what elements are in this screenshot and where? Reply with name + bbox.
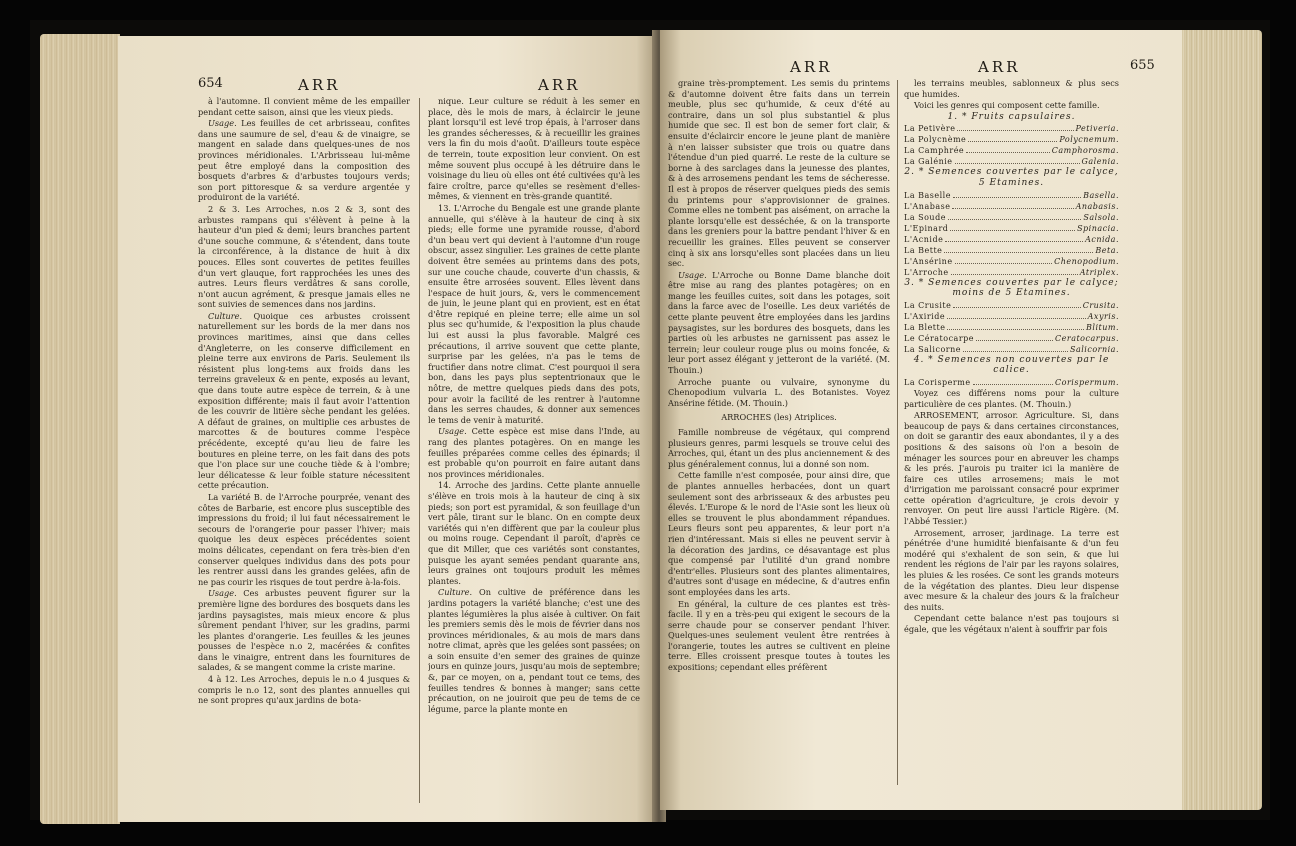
paragraph-text: Cette famille n'est composée, pour ainsi dire, que de plantes annuelles herbacées, dont un quart seulement sont des arbrisseaux & des arbustes peu élevés. L'Europe & le nord de l'Asie sont les lieux où elles se trouvent le plus abondamment répandues. Leurs fleurs sont peu apparentes, & leur port n'a rien d'intéressant. Mais si elles ne peuvent servir à la décoration des jardins, ce désavantage est plus que compensé par l'utilité d'un grand nombre d'entr'elles. Plusieurs sont des plantes alimentaires, d'autres sont d'usage en médecine, & d'autres enfin sont employées dans les arts. bbox=[668, 470, 890, 597]
genus-french-name: L'Anabase bbox=[904, 201, 951, 211]
paragraph bbox=[904, 388, 1119, 409]
genus-entry bbox=[904, 333, 1119, 344]
genus-entry bbox=[904, 245, 1119, 256]
genus-latin-name: Anabasis. bbox=[1075, 201, 1119, 211]
column-rule-right bbox=[897, 80, 898, 785]
genus-french-name: La Corisperme bbox=[904, 377, 971, 387]
genus-latin-name: Axyris. bbox=[1087, 311, 1119, 321]
genus-entry bbox=[904, 322, 1119, 333]
leader-dots bbox=[947, 322, 1084, 330]
leader-dots bbox=[973, 377, 1053, 385]
leader-dots bbox=[968, 134, 1057, 142]
paragraph-text: 13. L'Arroche du Bengale est une grande plante annuelle, qui s'élève à la hauteur de cinq à six pieds; elle forme une pyramide rousse, d'abord d'un beau vert qui devient à l'automne d'un rouge obscur, assez singulier. Les graines de cette plante doivent être semées au printems dans des pots, sur une couche chaude, couverte d'un chassis, & ensuite être arrosées souvent. Elles lèvent dans l'espace de huit jours, &, vers le commencement de juin, le jeune plant qui en provient, est en état d'être repiqué en pleine terre; elle aime un sol plus sec qu'humide, & l'exposition la plus chaude lui est aussi la plus favorable. Malgré ces précautions, il arrive souvent que cette plante, surprise par les gelées, n'a pas le tems de fructifier dans notre climat. C'est pourquoi il sera bon, dans les pays plus septentrionaux que le nôtre, de mettre quelques pieds dans des pots, pour avoir la facilité de les rentrer à l'automne dans les serres chaudes, & donner aux semences le tems de venir à maturité. bbox=[428, 202, 640, 425]
paragraph bbox=[428, 96, 640, 202]
leader-dots bbox=[957, 123, 1073, 131]
article-heading bbox=[668, 412, 890, 423]
leader-dots bbox=[947, 311, 1086, 319]
paragraph-text: L'Arroche ou Bonne Dame blanche doit être mise au rang des plantes potagères; on en mange les feuilles cuites, soit dans les potages, soit dans la farce avec de l'oseille. Les deux variétés de cette plante peuvent être employées dans les jardins paysagistes, sur les bordures des bosquets, dans les parties où les arbustes ne garnissent pas assez le terrein; leur couleur rouge plus ou moins foncée, & leur port assez élégant y jetteront de la variété. (M. Thouin.) bbox=[668, 269, 890, 376]
genus-entry bbox=[904, 267, 1119, 278]
paragraph-text: Cependant cette balance n'est pas toujours si égale, que les végétaux n'aient à souffrir par fois bbox=[904, 613, 1119, 634]
paragraph-text: à l'automne. Il convient même de les empailler pendant cette saison, ainsi que les vieux pieds. bbox=[198, 96, 410, 117]
genus-entry bbox=[904, 344, 1119, 355]
right-page-column-2-body bbox=[904, 388, 1119, 635]
genus-french-name: La Soude bbox=[904, 212, 946, 222]
paragraph bbox=[198, 311, 410, 491]
genus-entry bbox=[904, 234, 1119, 245]
genus-latin-name: Petiveria. bbox=[1075, 124, 1119, 134]
page-edges-right bbox=[1180, 30, 1262, 810]
paragraph-text: Les feuilles de cet arbrisseau, confites dans une saumure de sel, d'eau & de vinaigre, se mangent en salade dans quelques-unes de nos provinces méridionales. L'Arbrisseau lui-même peut être employé dans la composition des bosquets d'arbres & d'arbustes toujours verds; son port pittoresque & sa verdure argentée y produiront de la variété. bbox=[198, 118, 410, 203]
paragraph-text: Quoique ces arbustes croissent naturellement sur les bords de la mer dans nos provinces maritimes, ainsi que dans celles d'Angleterre, on les conserve difficilement en pleine terre aux environs de Paris. Seulement ils résistent plus long-tems aux froids dans les terreins graveleux & en pente, exposés au levant, que dans toute autre espèce de terrein, & à une exposition différente; mais il faut avoir l'attention de les couvrir de litière sèche pendant les gelées. A défaut de graines, on multiplie ces arbustes de marcottes & de boutures comme l'espèce précédente, excepté qu'au lieu de faire les boutures en pleine terre, on les fait dans des pots que l'on place sur une couche tiède & à l'ombre; leur délicatesse & leur foible stature nécessitent cette précaution. bbox=[198, 310, 410, 491]
genus-latin-name: Ceratocarpus. bbox=[1055, 333, 1119, 343]
paragraph bbox=[668, 470, 890, 597]
genus-latin-name: Crusita. bbox=[1082, 300, 1119, 310]
genus-entry bbox=[904, 300, 1119, 311]
left-page bbox=[118, 36, 658, 822]
header-left-col2: ARR bbox=[538, 76, 581, 94]
leader-dots bbox=[955, 256, 1053, 264]
paragraph-text: Famille nombreuse de végétaux, qui comprend plusieurs genres, parmi lesquels se trouve celui des Arroches, qui, étant un des plus anciennement & des plus généralement connus, lui a donné son nom. bbox=[668, 427, 890, 469]
column-rule bbox=[419, 98, 420, 803]
paragraph-lead: Usage. bbox=[208, 588, 237, 599]
header-left-col1: ARR bbox=[298, 76, 341, 94]
right-page bbox=[660, 30, 1182, 810]
genus-latin-name: Salicornia. bbox=[1069, 344, 1119, 354]
paragraph bbox=[904, 613, 1119, 634]
paragraph-text: 14. Arroche des jardins. Cette plante annuelle s'élève en trois mois à la hauteur de cinq à six pieds; son port est pyramidal, & son feuillage d'un vert pâle, tirant sur le blanc. On en compte deux variétés qui n'en diffèrent que par la couleur plus ou moins rouge. Cependant il paroît, d'après ce que dit Miller, que ces variétés sont constantes, puisque les ayant semées pendant quarante ans, leurs graines ont toujours produit les mêmes plantes. bbox=[428, 480, 640, 586]
paragraph-text: Arroche puante ou vulvaire, synonyme du Chenopodium vulvaria L. des Botanistes. Voyez Ansérine fétide. (M. Thouin.) bbox=[668, 376, 890, 408]
paragraph-text: Voyez ces différens noms pour la culture particulière de ces plantes. (M. Thouin.) bbox=[904, 387, 1119, 409]
genus-french-name: La Polycnème bbox=[904, 135, 967, 145]
genus-french-name: La Camphrée bbox=[904, 146, 965, 156]
genus-french-name: La Blette bbox=[904, 322, 946, 332]
genus-latin-name: Spinacia. bbox=[1077, 223, 1119, 233]
paragraph bbox=[198, 674, 410, 706]
genus-latin-name: Acnida. bbox=[1085, 234, 1119, 244]
paragraph-lead: Culture. bbox=[438, 587, 473, 598]
paragraph-text: Arrosement, arroser, jardinage. La terre est pénétrée d'une humidité bienfaisante & d'un feu modéré qui s'exhalent de son sein, & que lui rendent les régions de l'air par les rayons solaires, les pluies & les rosées. Ce sont les grands moteurs de la végétation des plantes. Dieu leur dispense avec mesure & la chaleur des jours & la fraîcheur des nuits. bbox=[904, 527, 1119, 612]
genus-entry bbox=[904, 145, 1119, 156]
paragraph bbox=[668, 377, 890, 409]
leader-dots bbox=[952, 201, 1073, 209]
genera-list-section bbox=[904, 377, 1119, 388]
families-intro-2: Voici les genres qui composent cette famille. bbox=[914, 100, 1100, 111]
genus-entry bbox=[904, 156, 1119, 167]
paragraph bbox=[198, 588, 410, 673]
paragraph-text: nique. Leur culture se réduit à les semer en place, dès le mois de mars, à éclaircir le jeune plant lorsqu'il est levé trop épais, à l'arroser dans les grandes sécheresses, & à recueillir les graines vers la fin du mois d'août. D'ailleurs toute espèce de terrein, toute exposition leur convient. On est même souvent plus occupé à les détruire dans le voisinage du lieu où elles ont été cultivées qu'à les faire croître, parce qu'elles se resèment d'elles-mêmes, & viennent en très-grande quantité. bbox=[428, 96, 640, 202]
paragraph-text: ARROCHES (les) Atriplices. bbox=[721, 412, 837, 423]
paragraph bbox=[904, 410, 1119, 527]
genus-entry bbox=[904, 190, 1119, 201]
genus-french-name: L'Ansérine bbox=[904, 256, 953, 266]
paragraph bbox=[198, 204, 410, 310]
genera-list bbox=[904, 112, 1119, 388]
genus-entry bbox=[904, 134, 1119, 145]
page-edges-left bbox=[40, 34, 120, 824]
paragraph-text: La variété B. de l'Arroche pourprée, venant des côtes de Barbarie, est encore plus susceptible des impressions du froid; il lui faut nécessairement le secours de l'orangerie pour passer l'hiver; mais quoique les deux espèces précédentes soient moins délicates, cependant on fera très-bien d'en conserver quelques individus dans des pots pour les rentrer aussi dans les grandes gelées, afin de ne pas courir les risques de tout perdre à-la-fois. bbox=[198, 491, 410, 587]
page-number-left: 654 bbox=[198, 76, 223, 91]
families-intro: les terrains meubles, sablonneux & plus secs que humides. bbox=[904, 78, 1119, 99]
genus-french-name: La Petivère bbox=[904, 124, 956, 134]
leader-dots bbox=[976, 333, 1053, 341]
genus-french-name: L'Acnide bbox=[904, 234, 944, 244]
genera-list-section bbox=[904, 300, 1119, 355]
paragraph bbox=[198, 118, 410, 203]
header-right-col2: ARR bbox=[978, 58, 1021, 76]
genus-french-name: La Bette bbox=[904, 245, 943, 255]
leader-dots bbox=[963, 344, 1068, 352]
paragraph bbox=[198, 96, 410, 117]
genera-section-title: 2. * Semences couvertes par le calyce, 5 Etamines. bbox=[904, 167, 1119, 188]
genus-latin-name: Blitum. bbox=[1086, 322, 1119, 332]
genus-latin-name: Atriplex. bbox=[1079, 267, 1119, 277]
genus-latin-name: Basella. bbox=[1083, 190, 1119, 200]
genus-french-name: L'Axiride bbox=[904, 311, 946, 321]
paragraph-text: graine très-promptement. Les semis du printems & d'automne doivent être faits dans un terrein meuble, plus sec qu'humide, & ceux d'été au contraire, dans un sol plus substantiel & plus humide que sec. Il est bon de semer fort clair, & ensuite d'éclaircir encore le jeune plant de manière à n'en laisser subsister que trois ou quatre dans l'étendue d'un pied quarré. Le reste de la culture se borne à des sarclages dans la jeunesse des plantes, & à des arrosemens pendant les tems de sécheresse. Il est à propos de réserver quelques pieds des semis du printems pour s'approvisionner de graines. Comme elles ne tombent pas aisément, on arrache la plante lorsqu'elle est desséchée, & on la transporte dans les greniers pour la battre pendant l'hiver & en recueillir les graines. Elles peuvent se conserver cinq à six ans lorsqu'elles sont placées dans un lieu sec. bbox=[668, 78, 890, 269]
paragraph bbox=[428, 587, 640, 714]
genus-french-name: L'Epinard bbox=[904, 223, 949, 233]
page-number-right: 655 bbox=[1130, 58, 1155, 73]
genus-entry bbox=[904, 201, 1119, 212]
genus-latin-name: Camphorosma. bbox=[1051, 146, 1119, 156]
genus-entry bbox=[904, 123, 1119, 134]
genus-latin-name: Galenia. bbox=[1081, 157, 1119, 167]
paragraph-text: En général, la culture de ces plantes est très-facile. Il y en a très-peu qui exigent le secours de la serre chaude pour se conserver pendant l'hiver. Quelques-unes seulement veulent être rentrées à l'orangerie, toutes les autres se cultivent en pleine terre. Elles croissent presque toutes à toutes les expositions; cependant elles préfèrent bbox=[668, 598, 890, 673]
genera-section-title: 1. * Fruits capsulaires. bbox=[947, 111, 1076, 122]
leader-dots bbox=[966, 145, 1050, 153]
leader-dots bbox=[948, 212, 1081, 220]
right-page-column-1 bbox=[668, 78, 890, 796]
genera-section-title: 3. * Semences couvertes par le calyce; moins de 5 Etamines. bbox=[904, 277, 1119, 299]
paragraph bbox=[428, 480, 640, 586]
paragraph bbox=[668, 270, 890, 376]
paragraph bbox=[428, 203, 640, 425]
genera-list-section bbox=[904, 123, 1119, 167]
genus-latin-name: Polycnemum. bbox=[1059, 135, 1119, 145]
paragraph-lead: Usage. bbox=[208, 118, 237, 129]
genus-entry bbox=[904, 212, 1119, 223]
left-page-column-1 bbox=[198, 96, 410, 812]
genus-latin-name: Salsola. bbox=[1083, 212, 1119, 222]
paragraph bbox=[428, 426, 640, 479]
paragraph-text: Ces arbustes peuvent figurer sur la première ligne des bordures des bosquets dans les jardins paysagistes, mais mieux encore & plus sûrement pendant l'hiver, sur les gradins, parmi les plantes d'orangerie. Les feuilles & les jeunes pousses de l'espèce n.o 2, macérées & confites dans le vinaigre, entrent dans les fournitures de salades, & se mangent comme la criste marine. bbox=[198, 588, 410, 673]
paragraph bbox=[668, 427, 890, 469]
paragraph bbox=[668, 599, 890, 673]
leader-dots bbox=[953, 300, 1080, 308]
leader-dots bbox=[951, 267, 1078, 275]
paragraph-text: On cultive de préférence dans les jardins potagers la variété blanche; c'est une des plantes légumières la plus aisée à cultiver. On fait les premiers semis dès le mois de février dans nos provinces méridionales, & au mois de mars dans notre climat, après que les gelées sont passées; on a soin ensuite d'en semer des graines de quinze jours en quinze jours, jusqu'au mois de septembre; &, par ce moyen, on a, pendant tout ce tems, des feuilles tendres & bonnes à manger; sans cette précaution, on ne jouiroit que peu de tems de ce légume, parce la plante monte en bbox=[428, 587, 640, 714]
leader-dots bbox=[955, 156, 1080, 164]
genus-entry bbox=[904, 256, 1119, 267]
paragraph-text: ARROSEMENT, arrosor. Agriculture. Si, dans beaucoup de pays & dans certaines circonstances, on doit se garantir des eaux abondantes, il y a des positions & des saisons où l'on a besoin de ménager les sources pour en abreuver les champs & les prés. J'aurois pu traiter ici la manière de faire ces utiles arrosemens; mais le mot d'irrigation me paroissant consacré pour exprimer cette opération d'agriculture, je crois devoir y renvoyer. On peut lire aussi l'article Rigère. (M. l'Abbé Tessier.) bbox=[904, 410, 1119, 527]
paragraph-lead: Culture. bbox=[208, 310, 243, 321]
paragraph-lead: Usage. bbox=[438, 426, 467, 437]
genus-french-name: La Galénie bbox=[904, 157, 953, 167]
header-right-col1: ARR bbox=[790, 58, 833, 76]
genus-entry bbox=[904, 311, 1119, 322]
paragraph-text: 4 à 12. Les Arroches, depuis le n.o 4 jusques & compris le n.o 12, sont des plantes annuelles qui ne sont propres qu'aux jardins de bota- bbox=[198, 674, 410, 706]
right-page-column-2 bbox=[904, 78, 1119, 796]
genus-french-name: La Crusite bbox=[904, 300, 952, 310]
paragraph-text: 2 & 3. Les Arroches, n.os 2 & 3, sont des arbustes rampans qui s'élèvent à peine à la hauteur d'un pied & demi; leurs branches partent d'une souche commune, & s'étendent, dans toute la circonférence, à la distance de huit à dix pouces. Elles sont couvertes de petites feuilles d'un vert glauque, fort rapprochées les unes des autres. Leurs fleurs verdâtres & sans corolle, n'ont aucun agrément, & presque jamais elles ne sont suivies de semences dans nos jardins. bbox=[198, 203, 410, 310]
genera-section-title: 4. * Semences non couvertes par le calice. bbox=[913, 354, 1110, 376]
genus-latin-name: Beta. bbox=[1095, 245, 1119, 255]
genus-latin-name: Chenopodium. bbox=[1054, 256, 1119, 266]
left-page-column-2 bbox=[428, 96, 640, 812]
leader-dots bbox=[944, 245, 1093, 253]
leader-dots bbox=[953, 190, 1081, 198]
paragraph bbox=[904, 528, 1119, 613]
genus-entry bbox=[904, 223, 1119, 234]
paragraph-text: Cette espèce est mise dans l'Inde, au rang des plantes potagères. On en mange les feuilles préparées comme celles des épinards; il est probable qu'on pourroit en faire autant dans nos provinces méridionales. bbox=[428, 426, 640, 479]
paragraph-lead: Usage. bbox=[678, 269, 707, 280]
genus-latin-name: Corispermum. bbox=[1055, 377, 1119, 387]
genus-french-name: Le Cératocarpe bbox=[904, 333, 974, 343]
genus-entry bbox=[904, 377, 1119, 388]
genus-french-name: La Baselle bbox=[904, 190, 951, 200]
genus-french-name: La Salicorne bbox=[904, 344, 961, 354]
paragraph bbox=[198, 492, 410, 587]
genera-list-section bbox=[904, 190, 1119, 278]
leader-dots bbox=[945, 234, 1083, 242]
genus-french-name: L'Arroche bbox=[904, 267, 949, 277]
paragraph bbox=[668, 78, 890, 269]
leader-dots bbox=[950, 223, 1075, 231]
